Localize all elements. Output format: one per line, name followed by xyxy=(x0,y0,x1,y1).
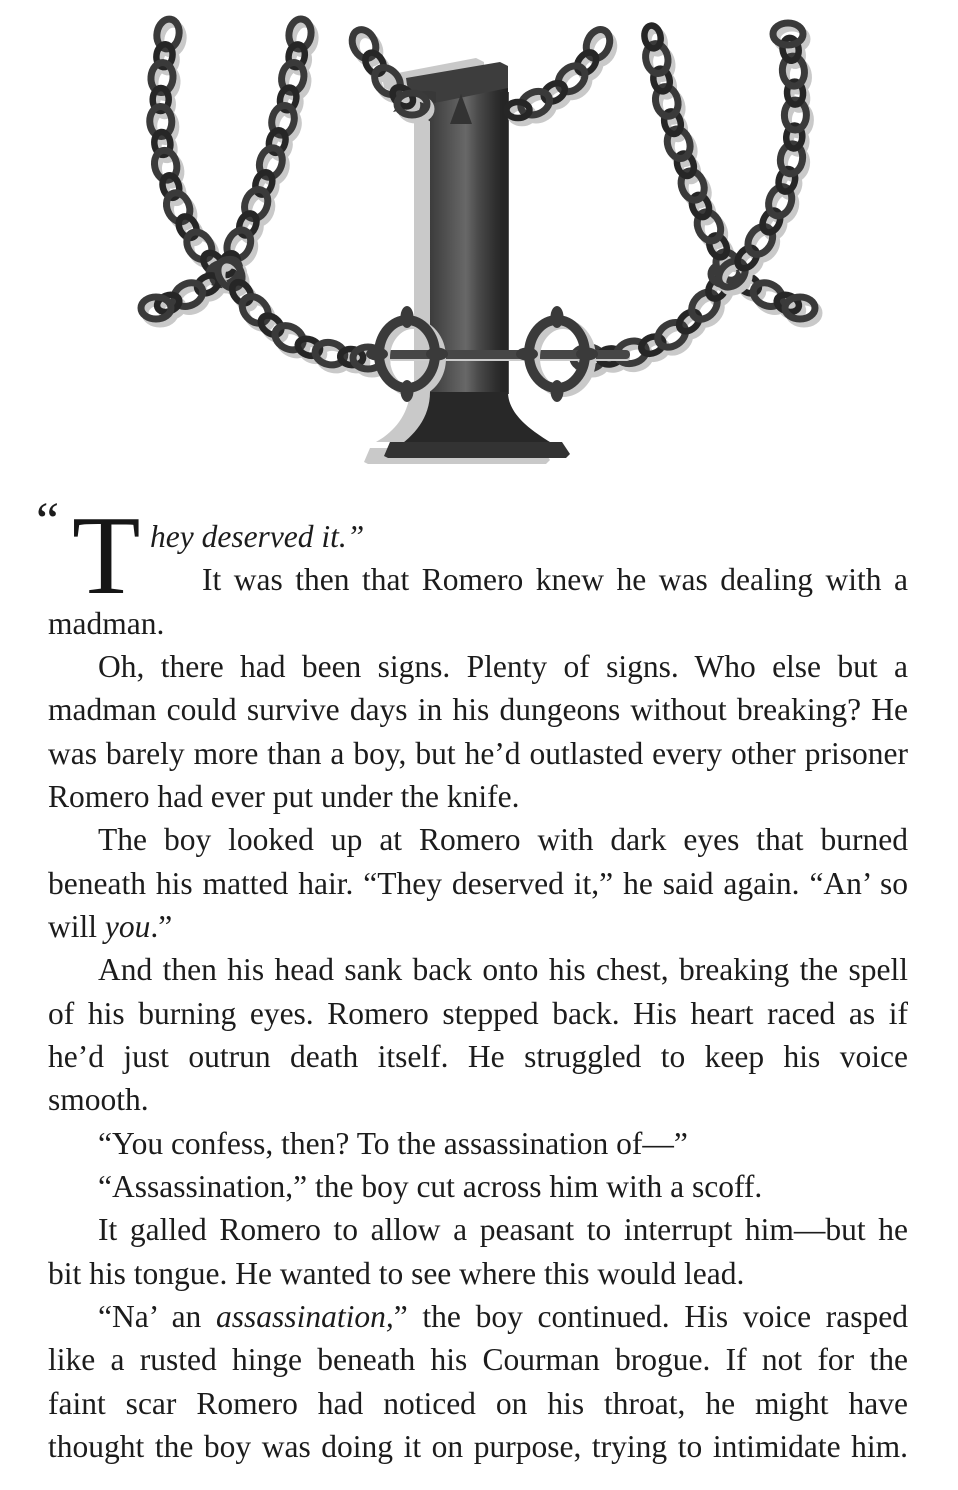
text-line: hey deserved it.” xyxy=(150,519,365,554)
paragraph xyxy=(48,948,908,1121)
chained-numeral-illustration xyxy=(0,0,958,500)
text-line: will you.” xyxy=(48,908,173,944)
text-line: “You confess, then? To the assassination of—” xyxy=(98,1125,688,1161)
paragraph xyxy=(48,645,908,818)
text-line: The boy looked up at Romero with dark eyes that burned xyxy=(98,822,908,858)
text-line: Romero had ever put under the knife. xyxy=(48,778,520,814)
text-line: “Na’ an assassination,” the boy continued. His voice rasped xyxy=(98,1298,908,1334)
body-text xyxy=(48,515,908,1468)
text-line: faint scar Romero had noticed on his throat, he might have xyxy=(48,1385,908,1421)
paragraph xyxy=(48,818,908,948)
text-line: And then his head sank back onto his chest, breaking the spell xyxy=(98,952,909,988)
text-line: beneath his matted hair. “They deserved it,” he said again. “An’ so xyxy=(48,865,909,901)
text-line: bit his tongue. He wanted to see where this would lead. xyxy=(48,1255,745,1291)
text-line: madman could survive days in his dungeons without breaking? He xyxy=(48,692,909,728)
numeral-base-plate xyxy=(384,442,570,458)
paragraph xyxy=(48,1122,908,1165)
paragraph xyxy=(48,515,908,645)
paragraph xyxy=(48,1208,908,1295)
text-line: Oh, there had been signs. Plenty of signs. Who else but a xyxy=(98,648,908,684)
text-line: It galled Romero to allow a peasant to interrupt him—but he xyxy=(98,1212,909,1248)
paragraph xyxy=(48,1165,908,1208)
text-line: he’d just outrun death itself. He struggled to keep his voice xyxy=(48,1038,908,1074)
paragraph xyxy=(48,1295,908,1468)
text-line: It was then that Romero knew he was dealing with a xyxy=(202,562,908,598)
text-line: like a rusted hinge beneath his Courman brogue. If not for the xyxy=(48,1342,908,1378)
drop-cap-letter: T xyxy=(72,494,141,618)
text-line: of his burning eyes. Romero stepped back. His heart raced as if xyxy=(48,995,909,1031)
text-line: smooth. xyxy=(48,1082,149,1118)
text-line: was barely more than a boy, but he’d outlasted every other prisoner xyxy=(48,735,908,771)
text-line: thought the boy was doing it on purpose, trying to intimidate him. xyxy=(48,1428,909,1464)
text-line: madman. xyxy=(48,605,165,641)
text-line: “Assassination,” the boy cut across him with a scoff. xyxy=(98,1168,763,1204)
opening-quote-mark: “ xyxy=(36,493,60,550)
